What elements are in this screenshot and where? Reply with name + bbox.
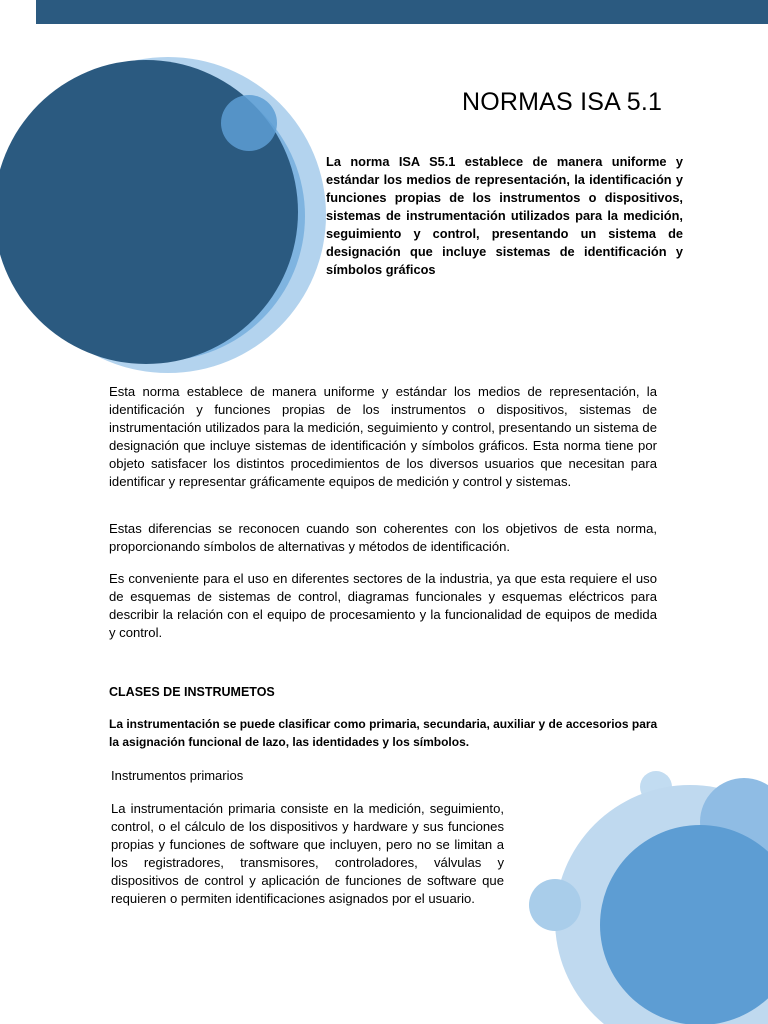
deco-circle-small-blue: [221, 95, 277, 151]
body-paragraph-2: Estas diferencias se reconocen cuando son coherentes con los objetivos de esta norma, proporcionando símbolos de alternativas y métodos de identificación.: [109, 521, 657, 554]
body-paragraph-1: Esta norma establece de manera uniforme y estándar los medios de representación, la identificación y funciones propias de los instrumentos o dispositivos, sistemas de instrumentación utilizados para la medición, seguimiento y control, presentando un sistema de designación que incluye sistemas de identificación y símbolos gráficos. Esta norma tiene por objeto satisfacer los distintos procedimientos de los diversos usuarios que necesitan para identificar y representar gráficamente equipos de medición y control y sistemas.: [109, 384, 657, 489]
deco-circle-br-small-top: [640, 771, 672, 803]
deco-circle-br-big-light: [555, 785, 768, 1024]
intro-paragraph: La norma ISA S5.1 establece de manera uniforme y estándar los medios de representación, la identificación y funciones propias de los instrumentos o dispositivos, sistemas de instrumentación utilizados para la medición, seguimiento y control, presentando un sistema de designación que incluye sistemas de identificación y símbolos gráficos: [326, 154, 683, 277]
deco-circle-br-main: [600, 825, 768, 1024]
page-title: NORMAS ISA 5.1: [462, 88, 663, 116]
deco-circle-br-small-left: [529, 879, 581, 931]
primarios-paragraph: La instrumentación primaria consiste en la medición, seguimiento, control, o el cálculo de los dispositivos y hardware y sus funciones propias y funciones de software que incluyen, pero no se limitan a los registradores, transmisores, controladores, válvulas y dispositivos de control y aplicación de funciones de software que requieren o permiten identificaciones asignados por el usuario.: [111, 801, 504, 906]
body-paragraph-3: Es conveniente para el uso en diferentes sectores de la industria, ya que esta requiere el uso de esquemas de sistemas de control, diagramas funcionales y esquemas eléctricos para describir la relación con el equipo de procesamiento y la funcionalidad de equipos de medida y control.: [109, 571, 657, 640]
deco-circle-inner-light: [17, 75, 295, 353]
section-heading-clases: CLASES DE INSTRUMETOS: [109, 685, 275, 699]
clases-description: La instrumentación se puede clasificar como primaria, secundaria, auxiliar y de accesorios para la asignación funcional de lazo, las identidades y los símbolos.: [109, 717, 658, 749]
subheading-primarios: Instrumentos primarios: [111, 768, 244, 783]
deco-circle-br-right: [700, 778, 768, 866]
deco-circle-mid: [15, 71, 305, 361]
deco-circle-outer-light: [10, 57, 326, 373]
deco-circle-dark: [0, 60, 298, 364]
header-bar: [36, 0, 768, 24]
